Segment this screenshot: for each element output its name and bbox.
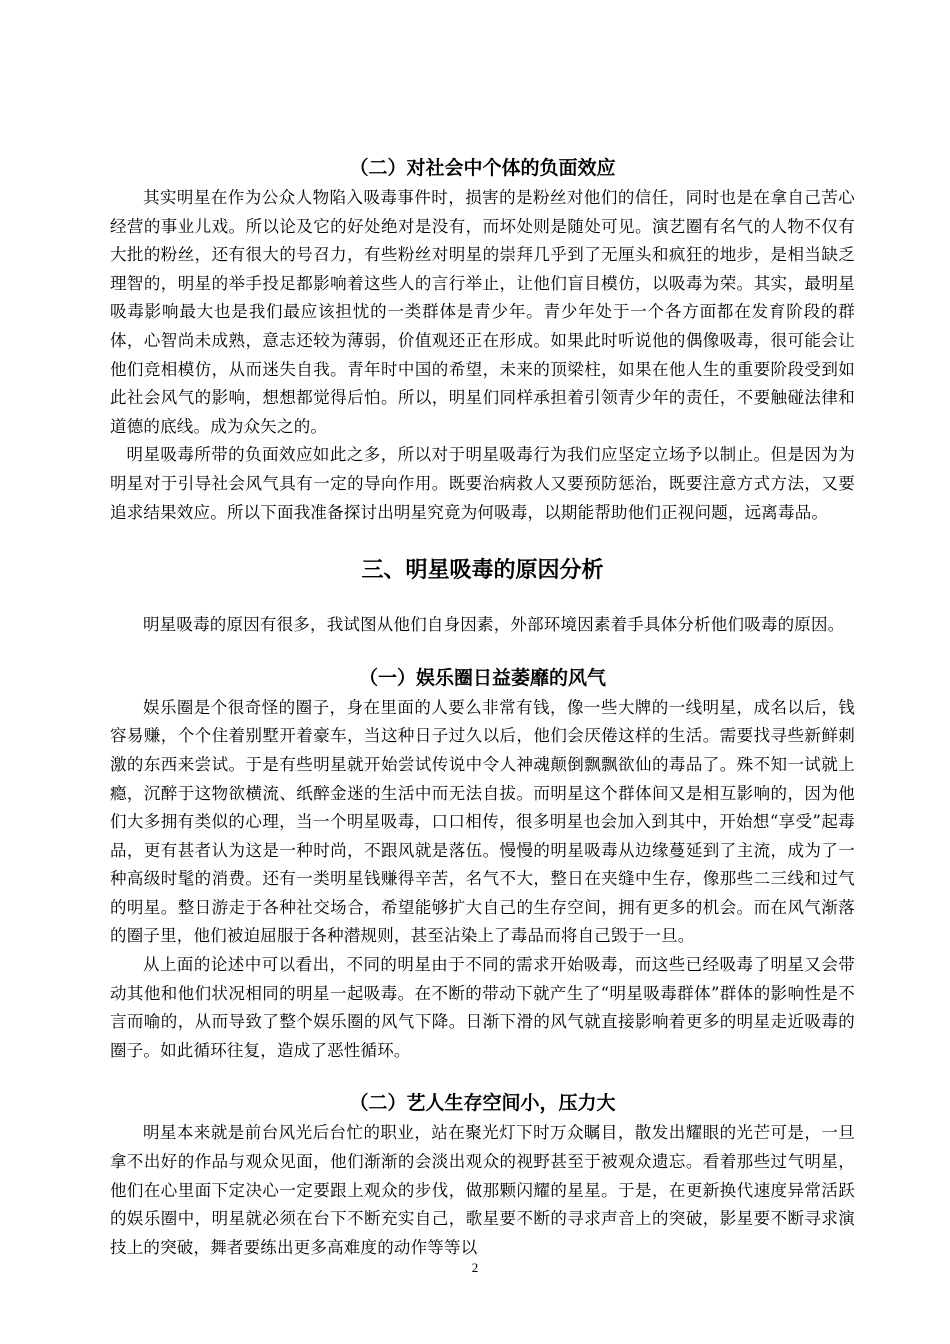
section-heading-negative-effects: （二）对社会中个体的负面效应 (349, 157, 616, 179)
paragraph: 明星吸毒的原因有很多，我试图从他们自身因素，外部环境因素着手具体分析他们吸毒的原因。 (143, 615, 845, 635)
chapter-heading-causes: 三、明星吸毒的原因分析 (361, 558, 604, 584)
paragraph: 明星吸毒所带的负面效应如此之多，所以对于明星吸毒行为我们应坚定立场予以制止。但是因为为明星对于引导社会风气具有一定的导向作用。既要治病救人又要预防惩治，既要注意方式方法，又要追求结果效应。所以下面我准备探讨出明星究竟为何吸毒，以期能帮助他们正视问题，远离毒品。 (110, 445, 855, 522)
spacer (110, 527, 855, 551)
paragraph: 其实明星在作为公众人物陷入吸毒事件时，损害的是粉丝对他们的信任，同时也是在拿自己苦心经营的事业儿戏。所以论及它的好处绝对是没有，而坏处则是随处可见。演艺圈有名气的人物不仅有大批的粉丝，还有很大的号召力，有些粉丝对明星的崇拜几乎到了无厘头和疯狂的地步，是相当缺乏理智的，明星的举手投足都影响着这些人的言行举止，让他们盲目模仿，以吸毒为荣。其实，最明星吸毒影响最大也是我们最应该担忧的一类群体是青少年。青少年处于一个各方面都在发育阶段的群体，心智尚未成熟，意志还较为薄弱，价值观还正在形成。如果此时听说他的偶像吸毒，很可能会让他们竞相模仿，从而迷失自我。青年时中国的希望，未来的顶梁柱，如果在他人生的重要阶段受到如此社会风气的影响，想想都觉得后怕。所以，明星们同样承担着引领青少年的责任，不要触碰法律和道德的底线。成为众矢之的。 (110, 188, 855, 436)
section-heading-pressure: （二）艺人生存空间小，压力大 (349, 1092, 616, 1115)
page-content (110, 152, 855, 1262)
spacer (110, 640, 855, 662)
spacer (110, 1065, 855, 1087)
spacer (110, 591, 855, 611)
paragraph: 从上面的论述中可以看出，不同的明星由于不同的需求开始吸毒，而这些已经吸毒了明星又会带动其他和他们状况相同的明星一起吸毒。在不断的带动下就产生了“明星吸毒群体”群体的影响性是不言而喻的，从而导致了整个娱乐圈的风气下降。日渐下滑的风气就直接影响着更多的明星走近吸毒的圈子。如此循环往复，造成了恶性循环。 (110, 955, 855, 1060)
page-number: 2 (471, 1260, 479, 1275)
section-heading-industry-atmosphere: （一）娱乐圈日益萎靡的风气 (358, 666, 606, 689)
paragraph: 娱乐圈是个很奇怪的圈子，身在里面的人要么非常有钱，像一些大牌的一线明星，成名以后，钱容易赚，个个住着别墅开着豪车，当这种日子过久以后，他们会厌倦这样的生活。需要找寻些新鲜刺激的东西来尝试。于是有些明星就开始尝试传说中令人神魂颠倒飘飘欲仙的毒品了。殊不知一试就上瘾，沉醉于这物欲横流、纸醉金迷的生活中而无法自拔。而明星这个群体间又是相互影响的，因为他们大多拥有类似的心理，当一个明星吸毒，口口相传，很多明星也会加入到其中，开始想“享受”起毒品，更有甚者认为这是一种时尚，不跟风就是落伍。慢慢的明星吸毒从边缘蔓延到了主流，成为了一种高级时髦的消费。还有一类明星钱赚得辛苦，名气不大，整日在夹缝中生存，像那些二三线和过气的明星。整日游走于各种社交场合，希望能够扩大自己的生存空间，拥有更多的机会。而在风气渐落的圈子里，他们被迫屈服于各种潜规则，甚至沾染上了毒品而将自己毁于一旦。 (110, 697, 855, 946)
paragraph: 明星本来就是前台风光后台忙的职业，站在聚光灯下时万众瞩目，散发出耀眼的光芒可是，一旦拿不出好的作品与观众见面，他们渐渐的会淡出观众的视野甚至于被观众遗忘。看着那些过气明星，他们在心里面下定决心一定要跟上观众的步伐，做那颗闪耀的星星。于是，在更新换代速度异常活跃的娱乐圈中，明星就必须在台下不断充实自己，歌星要不断的寻求声音上的突破，影星要不断寻求演技上的突破，舞者要练出更多高难度的动作等等以 (110, 1123, 855, 1257)
